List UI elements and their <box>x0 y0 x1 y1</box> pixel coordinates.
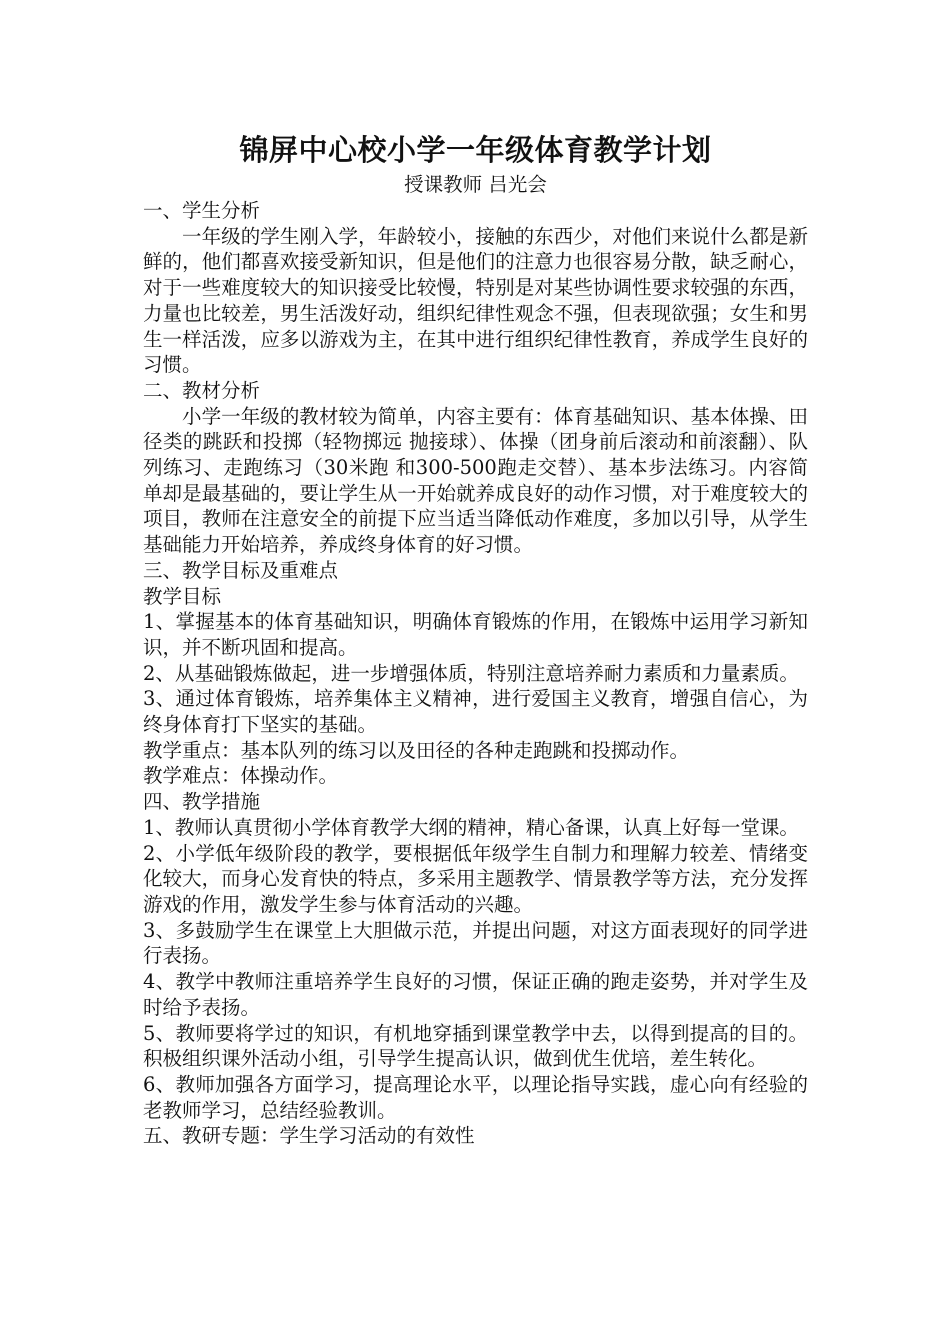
section-1-body: 一年级的学生刚入学，年龄较小，接触的东西少，对他们来说什么都是新鲜的，他们都喜欢接受新知识，但是他们的注意力也很容易分散，缺乏耐心，对于一些难度较大的知识接受比较慢，特别是对某些协调性要求较强的东西，力量也比较差，男生活泼好动，组织纪律性观念不强，但表现欲强；女生和男生一样活泼，应多以游戏为主，在其中进行组织纪律性教育，养成学生良好的习惯。 <box>143 224 808 377</box>
section-2-heading: 二、教材分析 <box>143 378 261 402</box>
goal-item: 1、掌握基本的体育基础知识，明确体育锻炼的作用，在锻炼中运用学习新知识，并不断巩固和提高。 <box>143 610 808 659</box>
key-points: 教学重点：基本队列的练习以及田径的各种走跑跳和投掷动作。 <box>143 738 690 762</box>
document-title: 锦屏中心校小学一年级体育教学计划 <box>239 133 712 167</box>
section-4-heading: 四、教学措施 <box>143 790 261 814</box>
teacher-line: 授课教师 吕光会 <box>404 173 547 196</box>
goal-item: 2、从基础锻炼做起，进一步增强体质，特别注意培养耐力素质和力量素质。 <box>143 661 799 685</box>
measure-item: 2、小学低年级阶段的教学，要根据低年级学生自制力和理解力较差、情绪变化较大，而身心发育快的特点，多采用主题教学、情景教学等方法，充分发挥游戏的作用，激发学生参与体育活动的兴趣。 <box>143 841 808 916</box>
section-1-heading: 一、学生分析 <box>143 199 261 222</box>
measure-item: 6、教师加强各方面学习，提高理论水平，以理论指导实践，虚心向有经验的老教师学习，总结经验教训。 <box>143 1072 808 1122</box>
measure-item: 4、教学中教师注重培养学生良好的习惯，保证正确的跑走姿势，并对学生及时给予表扬。 <box>143 970 808 1019</box>
section-2-body: 小学一年级的教材较为简单，内容主要有：体育基础知识、基本体操、田径类的跳跃和投掷（轻物掷远 抛接球）、体操（团身前后滚动和前滚翻）、队列练习、走跑练习（30米跑 和300-500跑走交替）、基本步法练习。内容简单却是最基础的，要让学生从一开始就养成良好的动作习惯，对于难度较大的项目，教师在注意安全的前提下应当适当降低动作难度，多加以引导，从学生基础能力开始培养，养成终身体育的好习惯。 <box>143 404 808 557</box>
difficulties: 教学难点：体操动作。 <box>143 764 339 788</box>
teaching-goals-subheading: 教学目标 <box>143 584 222 608</box>
measure-item: 3、多鼓励学生在课堂上大胆做示范，并提出问题，对这方面表现好的同学进行表扬。 <box>143 918 808 968</box>
measure-item: 1、教师认真贯彻小学体育教学大纲的精神，精心备课，认真上好每一堂课。 <box>143 815 799 839</box>
document-content <box>143 128 808 1149</box>
measure-item: 5、教师要将学过的知识，有机地穿插到课堂教学中去，以得到提高的目的。积极组织课外活动小组，引导学生提高认识，做到优生优培，差生转化。 <box>143 1021 808 1071</box>
section-5-heading: 五、教研专题：学生学习活动的有效性 <box>143 1124 475 1148</box>
goal-item: 3、通过体育锻炼，培养集体主义精神，进行爱国主义教育，增强自信心，为终身体育打下坚实的基础。 <box>143 687 808 737</box>
section-3-heading: 三、教学目标及重难点 <box>143 558 339 582</box>
